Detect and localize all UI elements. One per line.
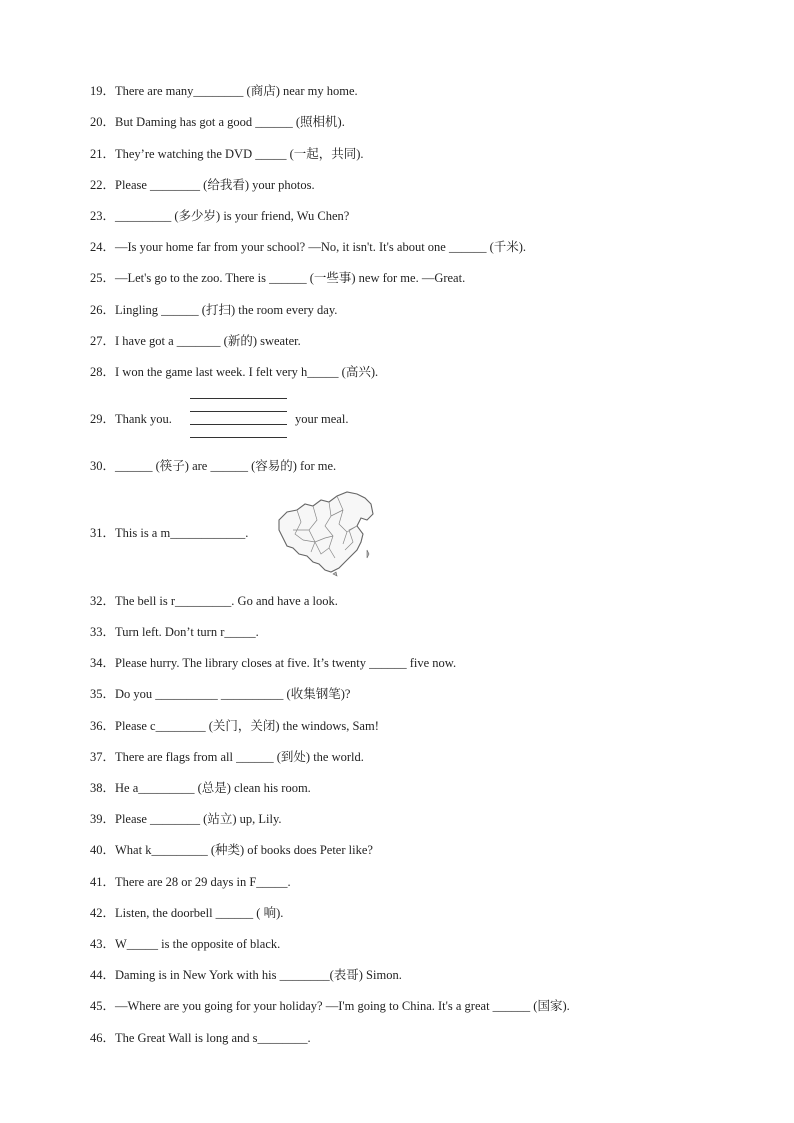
question-40: 40．What k_________ (种类) of books does Peter like? [90,843,373,857]
question-27: 27．I have got a _______ (新的) sweater. [90,334,301,348]
question-41: 41．There are 28 or 29 days in F_____. [90,875,291,889]
question-45: 45．—Where are you going for your holiday? —I'm going to China. It's a great ______ (国家). [90,999,570,1013]
answer-line [190,437,287,438]
question-19: 19．There are many________ (商店) near my home. [90,84,358,98]
question-24: 24．—Is your home far from your school? —No, it isn't. It's about one ______ (千米). [90,240,527,254]
question-39: 39．Please ________ (站立) up, Lily. [90,812,282,826]
question-42: 42．Listen, the doorbell ______ ( 响). [90,906,284,920]
question-20: 20．But Daming has got a good ______ (照相机). [90,115,345,129]
question-30: 30．______ (筷子) are ______ (容易的) for me. [90,459,337,473]
question-34: 34．Please hurry. The library closes at five. It’s twenty ______ five now. [90,656,457,670]
answer-line [190,424,287,425]
question-25: 25．—Let's go to the zoo. There is ______ (一些事) new for me. —Great. [90,271,466,285]
question-29-prefix: 29．Thank you. [90,412,172,426]
question-22: 22．Please ________ (给我看) your photos. [90,178,315,192]
question-33: 33．Turn left. Don’t turn r_____. [90,625,259,639]
china-map-icon [273,490,379,578]
answer-line [190,411,287,412]
question-26: 26．Lingling ______ (打扫) the room every day. [90,303,338,317]
question-36: 36．Please c________ (关门，关闭) the windows, Sam! [90,719,379,733]
question-35: 35．Do you __________ __________ (收集钢笔)? [90,687,351,701]
question-44: 44．Daming is in New York with his ________(表哥) Simon. [90,968,402,982]
answer-line [190,398,287,399]
question-46: 46．The Great Wall is long and s________. [90,1031,311,1045]
question-23: 23．_________ (多少岁) is your friend, Wu Chen? [90,209,350,223]
question-29-suffix: your meal. [295,412,349,426]
question-43: 43．W_____ is the opposite of black. [90,937,281,951]
question-31: 31．This is a m____________. [90,526,249,540]
question-32: 32．The bell is r_________. Go and have a look. [90,594,338,608]
question-28: 28．I won the game last week. I felt very h_____ (高兴). [90,365,379,379]
question-37: 37．There are flags from all ______ (到处) the world. [90,750,364,764]
question-21: 21．They’re watching the DVD _____ (一起，共同). [90,147,364,161]
question-38: 38．He a_________ (总是) clean his room. [90,781,311,795]
